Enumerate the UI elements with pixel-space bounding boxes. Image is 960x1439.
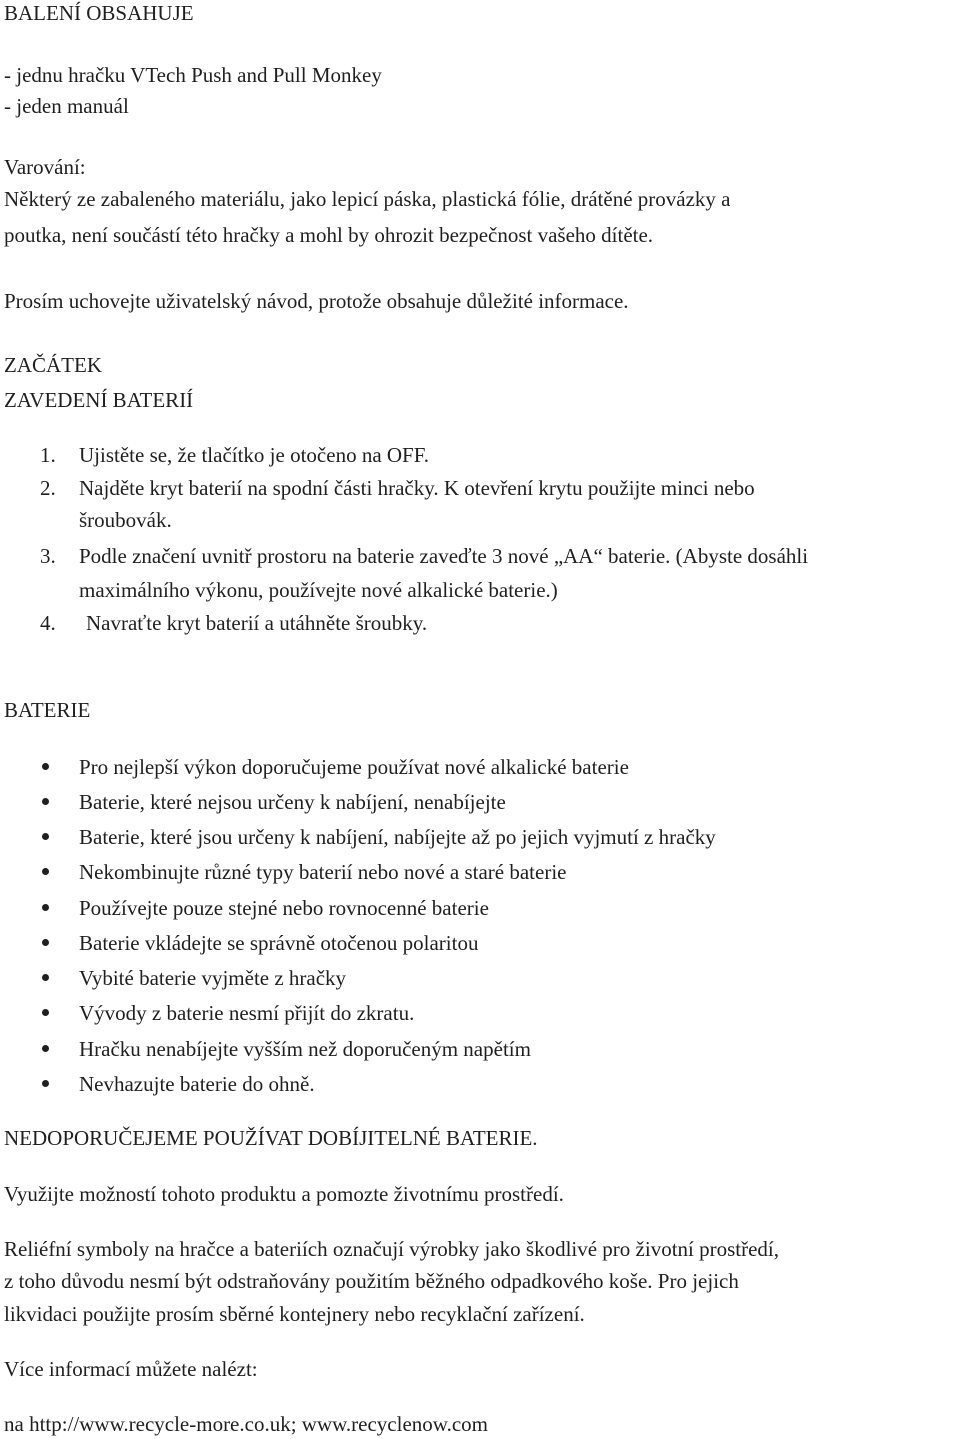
list-item-text: Baterie, které jsou určeny k nabíjení, nabíjejte až po jejich vyjmutí z hračky	[79, 825, 716, 849]
list-item-text: Nevhazujte baterie do ohně.	[79, 1072, 315, 1096]
list-item-text: Hračku nenabíjejte vyšším než doporučeným napětím	[79, 1037, 531, 1061]
step-number: 3.	[40, 544, 56, 568]
bullet-icon	[42, 939, 49, 946]
package-item: - jeden manuál	[4, 94, 129, 118]
no-rechargeable-note: NEDOPORUČEJEME POUŽÍVAT DOBÍJITELNÉ BATERIE.	[4, 1126, 538, 1150]
package-item: - jednu hračku VTech Push and Pull Monkey	[4, 63, 382, 87]
step-text: Podle značení uvnitř prostoru na baterie zaveďte 3 nové „AA“ baterie. (Abyste dosáhli	[79, 544, 809, 568]
step-text: šroubovák.	[79, 508, 172, 532]
list-item-text: Pro nejlepší výkon doporučujeme používat nové alkalické baterie	[79, 755, 629, 779]
list-item-text: Používejte pouze stejné nebo rovnocenné baterie	[79, 896, 489, 920]
step-number: 1.	[40, 443, 56, 467]
step-number: 4.	[40, 611, 56, 635]
step-text: Najděte kryt baterií na spodní části hračky. K otevření krytu použijte minci nebo	[79, 476, 755, 500]
step-text: Navraťte kryt baterií a utáhněte šroubky.	[86, 611, 428, 635]
more-info-label: Více informací můžete nalézt:	[4, 1357, 258, 1381]
bullet-icon	[42, 904, 49, 911]
list-item-text: Baterie vkládejte se správně otočenou polaritou	[79, 931, 479, 955]
keep-manual-note: Prosím uchovejte uživatelský návod, protože obsahuje důležité informace.	[4, 289, 629, 313]
bullet-icon	[42, 1045, 49, 1052]
start-heading: ZAČÁTEK	[4, 353, 102, 377]
bullet-icon	[42, 1009, 49, 1016]
bullet-icon	[42, 1080, 49, 1087]
environment-intro: Využijte možností tohoto produktu a pomozte životnímu prostředí.	[4, 1182, 564, 1206]
environment-text: z toho důvodu nesmí být odstraňovány použitím běžného odpadkového koše. Pro jejich	[4, 1269, 739, 1293]
batteries-heading: BATERIE	[4, 698, 91, 722]
step-text: maximálního výkonu, používejte nové alkalické baterie.)	[79, 578, 558, 602]
step-text: Ujistěte se, že tlačítko je otočeno na OFF.	[79, 443, 429, 467]
warning-label: Varování:	[4, 155, 86, 179]
warning-text: poutka, není součástí této hračky a mohl by ohrozit bezpečnost vašeho dítěte.	[4, 223, 654, 247]
battery-install-heading: ZAVEDENÍ BATERIÍ	[4, 388, 194, 412]
environment-text: Reliéfní symboly na hračce a bateriích označují výrobky jako škodlivé pro životní prostředí,	[4, 1237, 780, 1261]
list-item-text: Baterie, které nejsou určeny k nabíjení, nenabíjejte	[79, 790, 506, 814]
warning-text: Některý ze zabaleného materiálu, jako lepicí páska, plastická fólie, drátěné provázky a	[4, 187, 731, 211]
list-item-text: Nekombinujte různé typy baterií nebo nové a staré baterie	[79, 860, 567, 884]
bullet-icon	[42, 833, 49, 840]
list-item-text: Vývody z baterie nesmí přijít do zkratu.	[79, 1001, 415, 1025]
list-item-text: Vybité baterie vyjměte z hračky	[79, 966, 347, 990]
recycle-links: na http://www.recycle-more.co.uk; www.recyclenow.com	[4, 1412, 488, 1436]
bullet-icon	[42, 974, 49, 981]
bullet-icon	[42, 798, 49, 805]
bullet-icon	[42, 763, 49, 770]
step-number: 2.	[40, 476, 56, 500]
bullet-icon	[42, 868, 49, 875]
environment-text: likvidaci použijte prosím sběrné kontejnery nebo recyklační zařízení.	[4, 1302, 585, 1326]
package-heading: BALENÍ OBSAHUJE	[4, 1, 194, 25]
